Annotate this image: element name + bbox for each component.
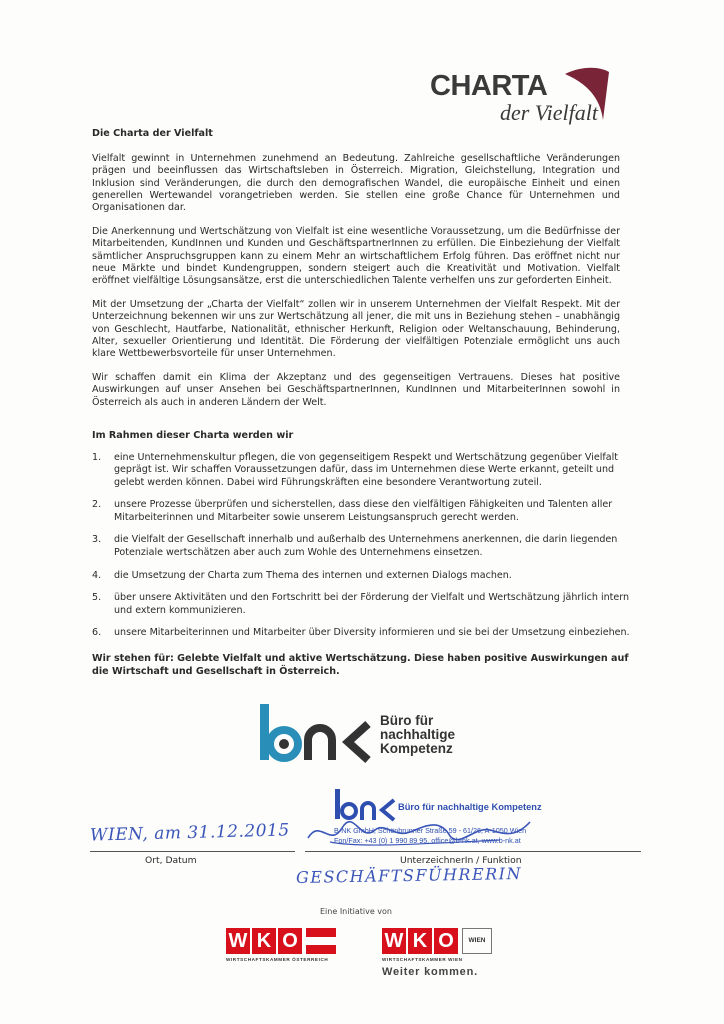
list-item (92, 592, 632, 617)
list-item (92, 627, 632, 639)
wko-letter: O (434, 928, 458, 954)
commitment-list (92, 452, 632, 650)
list-number: 1. (92, 452, 102, 463)
list-number: 6. (92, 627, 102, 639)
wko-slogan: Weiter kommen. (382, 966, 478, 978)
bnk-logo (258, 702, 518, 766)
place-date-line (90, 851, 295, 852)
list-number: 5. (92, 592, 102, 604)
place-date-caption: Ort, Datum (145, 855, 197, 866)
list-text: eine Unternehmenskultur pflegen, die von gegenseitigem Respekt und Wertschätzung gegenüber Vielfalt geprägt ist. Wir schaffen Voraussetzungen dafür, dass im Unternehmen diese Werte erkannt, geteilt und gelebt werden können. Dabei wird Führungskräften eine besondere Verantwortung zuteil. (114, 452, 618, 488)
list-number: 4. (92, 569, 102, 581)
wko-letter: O (278, 928, 302, 954)
list-text: die Vielfalt der Gesellschaft innerhalb und außerhalb des Unternehmens anerkennen, die darin liegenden Potenziale wertschätzen aber auch zum Wohle des Unternehmens einsetzen. (114, 534, 618, 558)
wko-letter: W (226, 928, 250, 954)
signature-line (305, 851, 641, 852)
list-item (92, 499, 632, 524)
list-number: 3. (92, 534, 102, 546)
wko-letter: K (408, 928, 432, 954)
wko-austria-subtitle: WIRTSCHAFTSKAMMER ÖSTERREICH (226, 957, 329, 962)
stamp-address: B-NK GmbH, Schönbrunner Straße 59 - 61/26, A-1050 Wien (334, 826, 527, 835)
wko-vienna-subtitle: WIRTSCHAFTSKAMMER WIEN (382, 957, 463, 962)
initiative-text: Eine Initiative von (320, 907, 392, 916)
paragraph: Die Anerkennung und Wertschätzung von Vielfalt ist eine wesentliche Voraussetzung, um die Bedürfnisse der Mitarbeitenden, KundInnen und Kunden und GeschäftspartnerInnen zu erfüllen. Die Einbeziehung der Vielfalt sämtlicher Anspruchsgruppen kann zu einem Mehr an wirtschaftlichem Erfolg führen. Das eröffnet nicht nur neue Märkte und bindet Kundengruppen, sondern steigert auch die Kreativität und Motivation. Vielfalt eröffnet vielfältige Lösungsansätze, erst die unterschiedlichen Talente verhelfen uns zur geforderten Einheit. (92, 225, 620, 287)
signatory-caption: UnterzeichnerIn / Funktion (400, 855, 522, 866)
list-text: die Umsetzung der Charta zum Thema des internen und externen Dialogs machen. (114, 569, 512, 581)
bnk-tagline: Büro für nachhaltige Kompetenz (380, 713, 456, 756)
document-title: Die Charta der Vielfalt (92, 128, 213, 139)
list-number: 2. (92, 499, 102, 511)
paragraph: Mit der Umsetzung der „Charta der Vielfalt“ zollen wir in unserem Unternehmen der Vielfalt Respekt. Mit der Unterzeichnung bekennen wir uns zur Wertschätzung all jener, die mit uns in Beziehung stehen – unabhängig von Geschlecht, Hautfarbe, Nationalität, ethnischer Herkunft, Religion oder Weltanschauung, Behinderung, Alter, sexueller Orientierung und Identität. Die Förderung der vielfältigen Potenziale ermöglicht uns auch klare Wettbewerbsvorteile für unser Unternehmen. (92, 298, 620, 360)
handwritten-place-date: WIEN, am 31.12.2015 (89, 820, 290, 846)
charta-logo (418, 64, 618, 134)
list-item (92, 534, 632, 559)
handwritten-role: GESCHÄFTSFÜHRERIN (295, 864, 523, 887)
charta-logo-line1: CHARTA (430, 70, 548, 102)
paragraph: Wir schaffen damit ein Klima der Akzeptanz und des gegenseitigen Vertrauens. Dieses hat positive Auswirkungen auf unser Ansehen bei GeschäftspartnerInnen, KundInnen und MitarbeiterInnen sowohl in Österreich als auch in anderen Ländern der Welt. (92, 371, 620, 408)
list-item (92, 452, 632, 489)
bnk-mark-icon (258, 702, 378, 766)
intro-text (92, 153, 620, 424)
wko-austria-logo (226, 928, 338, 968)
closing-statement: Wir stehen für: Gelebte Vielfalt und aktive Wertschätzung. Diese haben positive Auswirkungen auf die Wirtschaft und Gesellschaft in Österreich. (92, 653, 629, 677)
list-text: über unsere Aktivitäten und den Fortschritt bei der Förderung der Vielfalt und Wertschätzung jährlich intern und extern kommunizieren. (114, 592, 630, 616)
charta-logo-line2: der Vielfalt (500, 100, 598, 125)
wien-box: WIEN (462, 928, 492, 954)
stamp-contact: Fon/Fax: +43 (0) 1 990 89 95, office@b-nk.at, www.b-nk.at (334, 836, 521, 845)
list-text: unsere Mitarbeiterinnen und Mitarbeiter über Diversity informieren und sie bei der Umsetzung einbeziehen. (114, 627, 630, 639)
list-item (92, 570, 632, 582)
stamp-company-name: Büro für nachhaltige Kompetenz (398, 802, 542, 812)
wko-letter: K (252, 928, 276, 954)
wko-letter: W (382, 928, 406, 954)
charta-swoosh-icon (563, 64, 613, 124)
austrian-flag-icon (306, 928, 336, 954)
list-text: unsere Prozesse überprüfen und sicherstellen, dass diese den vielfältigen Fähigkeiten und Talenten aller Mitarbeiterinnen und Mitarbeiter sowie unserem Leistungsanspruch gerecht werden. (114, 499, 613, 523)
wko-vienna-logo (382, 928, 494, 990)
section-heading: Im Rahmen dieser Charta werden wir (92, 430, 294, 441)
paragraph: Vielfalt gewinnt in Unternehmen zunehmend an Bedeutung. Zahlreiche gesellschaftliche Veränderungen prägen und beeinflussen das Wirtschaftsleben in Österreich. Migration, Gleichstellung, Integration und Inklusion sind Veränderungen, die durch den demografischen Wandel, die europäische Einheit und einen generellen Wertewandel vorangetrieben werden. Sie stellen eine große Chance für Unternehmen und Organisationen dar. (92, 153, 620, 214)
